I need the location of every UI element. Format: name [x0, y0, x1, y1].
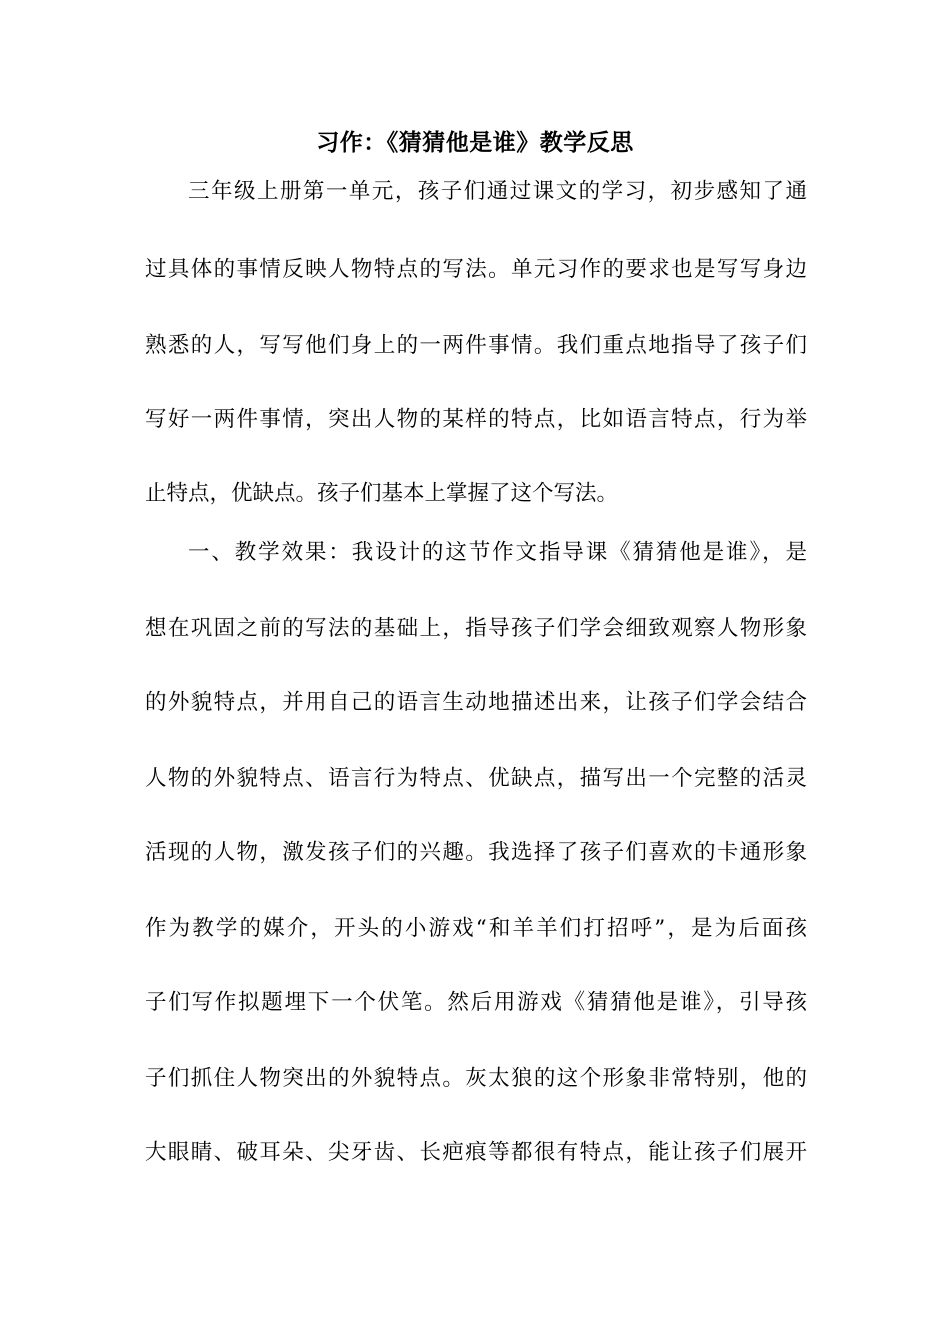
paragraph-2-line-9: 大眼睛、破耳朵、尖牙齿、长疤痕等都很有特点，能让孩子们展开	[145, 1140, 807, 1165]
paragraph-2-line-6: 作为教学的媒介，开头的小游戏“和羊羊们打招呼”，是为后面孩	[145, 916, 807, 941]
paragraph-2-line-2: 想在巩固之前的写法的基础上，指导孩子们学会细致观察人物形象	[145, 616, 807, 641]
document-title: 习作：《猜猜他是谁》教学反思	[316, 130, 634, 156]
paragraph-1-line-5: 止特点，优缺点。孩子们基本上掌握了这个写法。	[145, 481, 619, 506]
paragraph-1-line-2: 过具体的事情反映人物特点的写法。单元习作的要求也是写写身边	[145, 257, 807, 282]
paragraph-2-line-8: 子们抓住人物突出的外貌特点。灰太狼的这个形象非常特别，他的	[145, 1066, 807, 1091]
paragraph-1-line-4: 写好一两件事情，突出人物的某样的特点，比如语言特点，行为举	[145, 407, 807, 432]
paragraph-1-line-3: 熟悉的人，写写他们身上的一两件事情。我们重点地指导了孩子们	[145, 333, 807, 358]
paragraph-1-line-1: 三年级上册第一单元，孩子们通过课文的学习，初步感知了通	[188, 179, 807, 204]
paragraph-2-line-7: 子们写作拟题埋下一个伏笔。然后用游戏《猜猜他是谁》，引导孩	[145, 990, 807, 1015]
paragraph-2-line-4: 人物的外貌特点、语言行为特点、优缺点，描写出一个完整的活灵	[145, 766, 807, 791]
paragraph-2-line-1: 一、教学效果：我设计的这节作文指导课《猜猜他是谁》，是	[188, 540, 807, 565]
paragraph-2-line-3: 的外貌特点，并用自己的语言生动地描述出来，让孩子们学会结合	[145, 690, 807, 715]
paragraph-2-line-5: 活现的人物，激发孩子们的兴趣。我选择了孩子们喜欢的卡通形象	[145, 840, 807, 865]
